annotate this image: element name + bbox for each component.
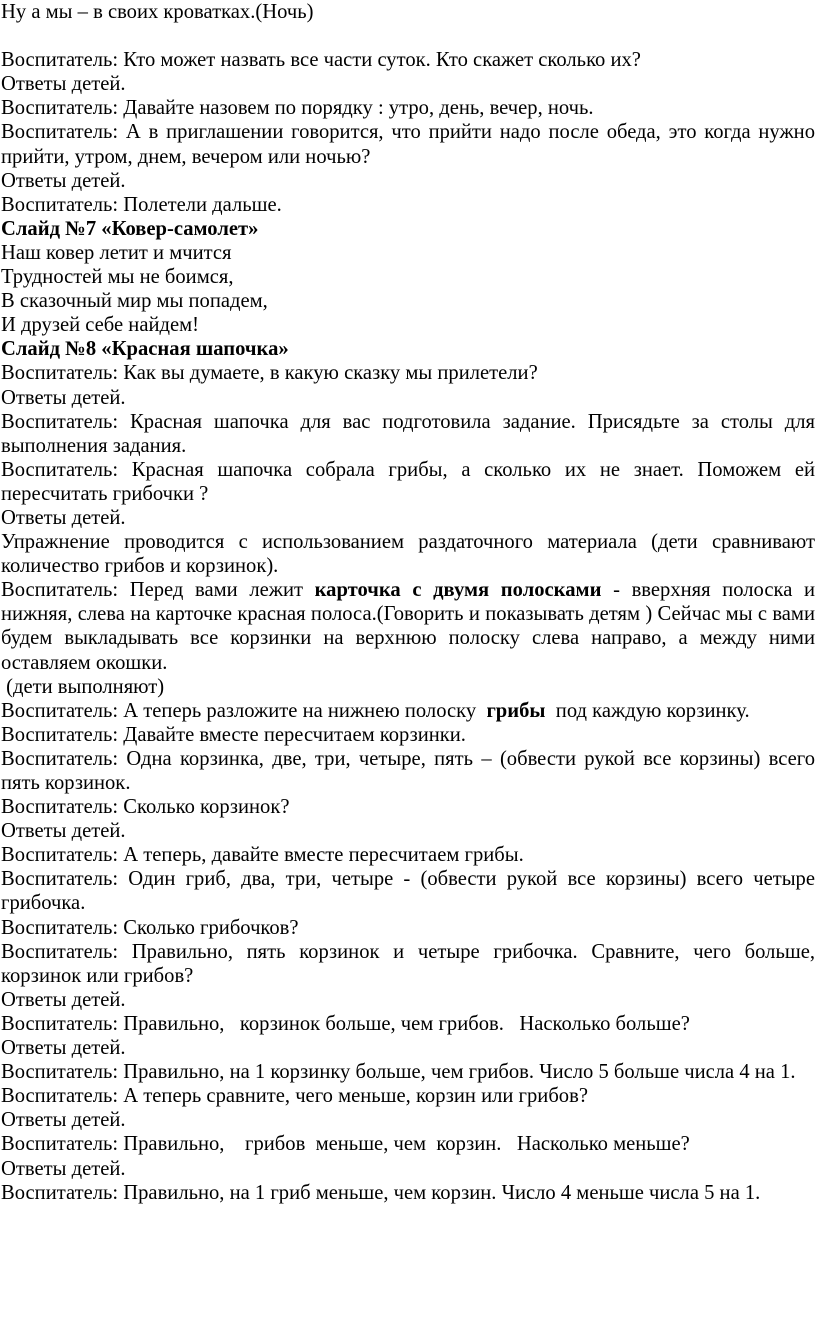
paragraph-children-answers: Ответы детей. (1, 506, 126, 529)
paragraph-teacher: Воспитатель: Сколько грибочков? (1, 916, 299, 939)
text-run: Воспитатель: А теперь разложите на нижнею полоску (1, 699, 487, 722)
paragraph-exercise-note: Упражнение проводится с использованием раздаточного материала (дети сравнивают количество грибов и корзинок). (1, 531, 815, 578)
paragraph-children-answers: Ответы детей. (1, 73, 126, 96)
paragraph-teacher-question: Воспитатель: Кто может назвать все части суток. Кто скажет сколько их? (1, 49, 641, 72)
paragraph-children-answers: Ответы детей. (1, 1109, 126, 1132)
paragraph-children-answers: Ответы детей. (1, 1037, 126, 1060)
paragraph-teacher: Воспитатель: Один гриб, два, три, четыре - (обвести рукой все корзины) всего четыре грибочка. (1, 868, 815, 915)
bold-text-run: карточка с двумя полосками (314, 579, 602, 602)
paragraph-teacher: Воспитатель: А теперь, давайте вместе пересчитаем грибы. (1, 844, 524, 867)
poem-line: В сказочный мир мы попадем, (1, 290, 268, 313)
paragraph-teacher: Воспитатель: А теперь сравните, чего меньше, корзин или грибов? (1, 1085, 588, 1108)
paragraph-teacher: Воспитатель: Давайте назовем по порядку : утро, день, вечер, ночь. (1, 97, 594, 120)
paragraph-children-answers: Ответы детей. (1, 1157, 126, 1180)
paragraph-teacher: Воспитатель: Красная шапочка собрала грибы, а сколько их не знает. Поможем ей пересчитать грибочки ? (1, 458, 815, 505)
paragraph-teacher: Воспитатель: Давайте вместе пересчитаем корзинки. (1, 723, 466, 746)
paragraph-children-answers: Ответы детей. (1, 820, 126, 843)
paragraph-teacher: Воспитатель: Полетели дальше. (1, 193, 282, 216)
paragraph-children-answers: Ответы детей. (1, 386, 126, 409)
slide-heading-7: Слайд №7 «Ковер-самолет» (1, 217, 259, 240)
paragraph-teacher: Воспитатель: А в приглашении говорится, что прийти надо после обеда, это когда нужно прийти, утром, днем, вечером или ночью? (1, 121, 815, 168)
poem-line: Наш ковер летит и мчится (1, 241, 232, 264)
text-run: под каждую корзинку. (545, 699, 750, 722)
paragraph-teacher: Воспитатель: Правильно, пять корзинок и четыре грибочка. Сравните, чего больше, корзинок или грибов? (1, 940, 815, 987)
poem-line: И друзей себе найдем! (1, 314, 199, 337)
text-run: Воспитатель: Перед вами лежит (1, 579, 315, 602)
paragraph-children-do: (дети выполняют) (1, 675, 165, 698)
paragraph-teacher: Воспитатель: Сколько корзинок? (1, 796, 290, 819)
paragraph-teacher: Воспитатель: Правильно, корзинок больше, чем грибов. Насколько больше? (1, 1012, 690, 1035)
paragraph-teacher-card (1, 578, 815, 674)
paragraph-children-answers: Ответы детей. (1, 988, 126, 1011)
bold-text-run: грибы (486, 699, 546, 722)
slide-heading-8: Слайд №8 «Красная шапочка» (1, 338, 289, 361)
text-run: - вверхняя полоска и нижняя, слева на карточке красная полоса.(Говорить и показывать детям ) Сейчас мы с вами будем выкладывать все корзинки на верхнюю полоску слева направо, а между ними оставляем окошки. (1, 579, 815, 674)
paragraph-teacher: Воспитатель: Как вы думаете, в какую сказку мы прилетели? (1, 362, 538, 385)
paragraph-night: Ну а мы – в своих кроватках.(Ночь) (1, 1, 314, 23)
paragraph-teacher: Воспитатель: Правильно, на 1 гриб меньше, чем корзин. Число 4 меньше числа 5 на 1. (1, 1181, 761, 1204)
poem-line: Трудностей мы не боимся, (1, 266, 234, 289)
paragraph-teacher: Воспитатель: Красная шапочка для вас подготовила задание. Присядьте за столы для выполнения задания. (1, 410, 815, 457)
paragraph-teacher: Воспитатель: Правильно, на 1 корзинку больше, чем грибов. Число 5 больше числа 4 на 1. (1, 1061, 796, 1084)
blank-line (1, 24, 815, 48)
paragraph-children-answers: Ответы детей. (1, 169, 126, 192)
paragraph-teacher: Воспитатель: Правильно, грибов меньше, чем корзин. Насколько меньше? (1, 1133, 690, 1156)
paragraph-teacher-mushrooms (1, 699, 815, 723)
paragraph-teacher: Воспитатель: Одна корзинка, две, три, четыре, пять – (обвести рукой все корзины) всего пять корзинок. (1, 747, 815, 794)
